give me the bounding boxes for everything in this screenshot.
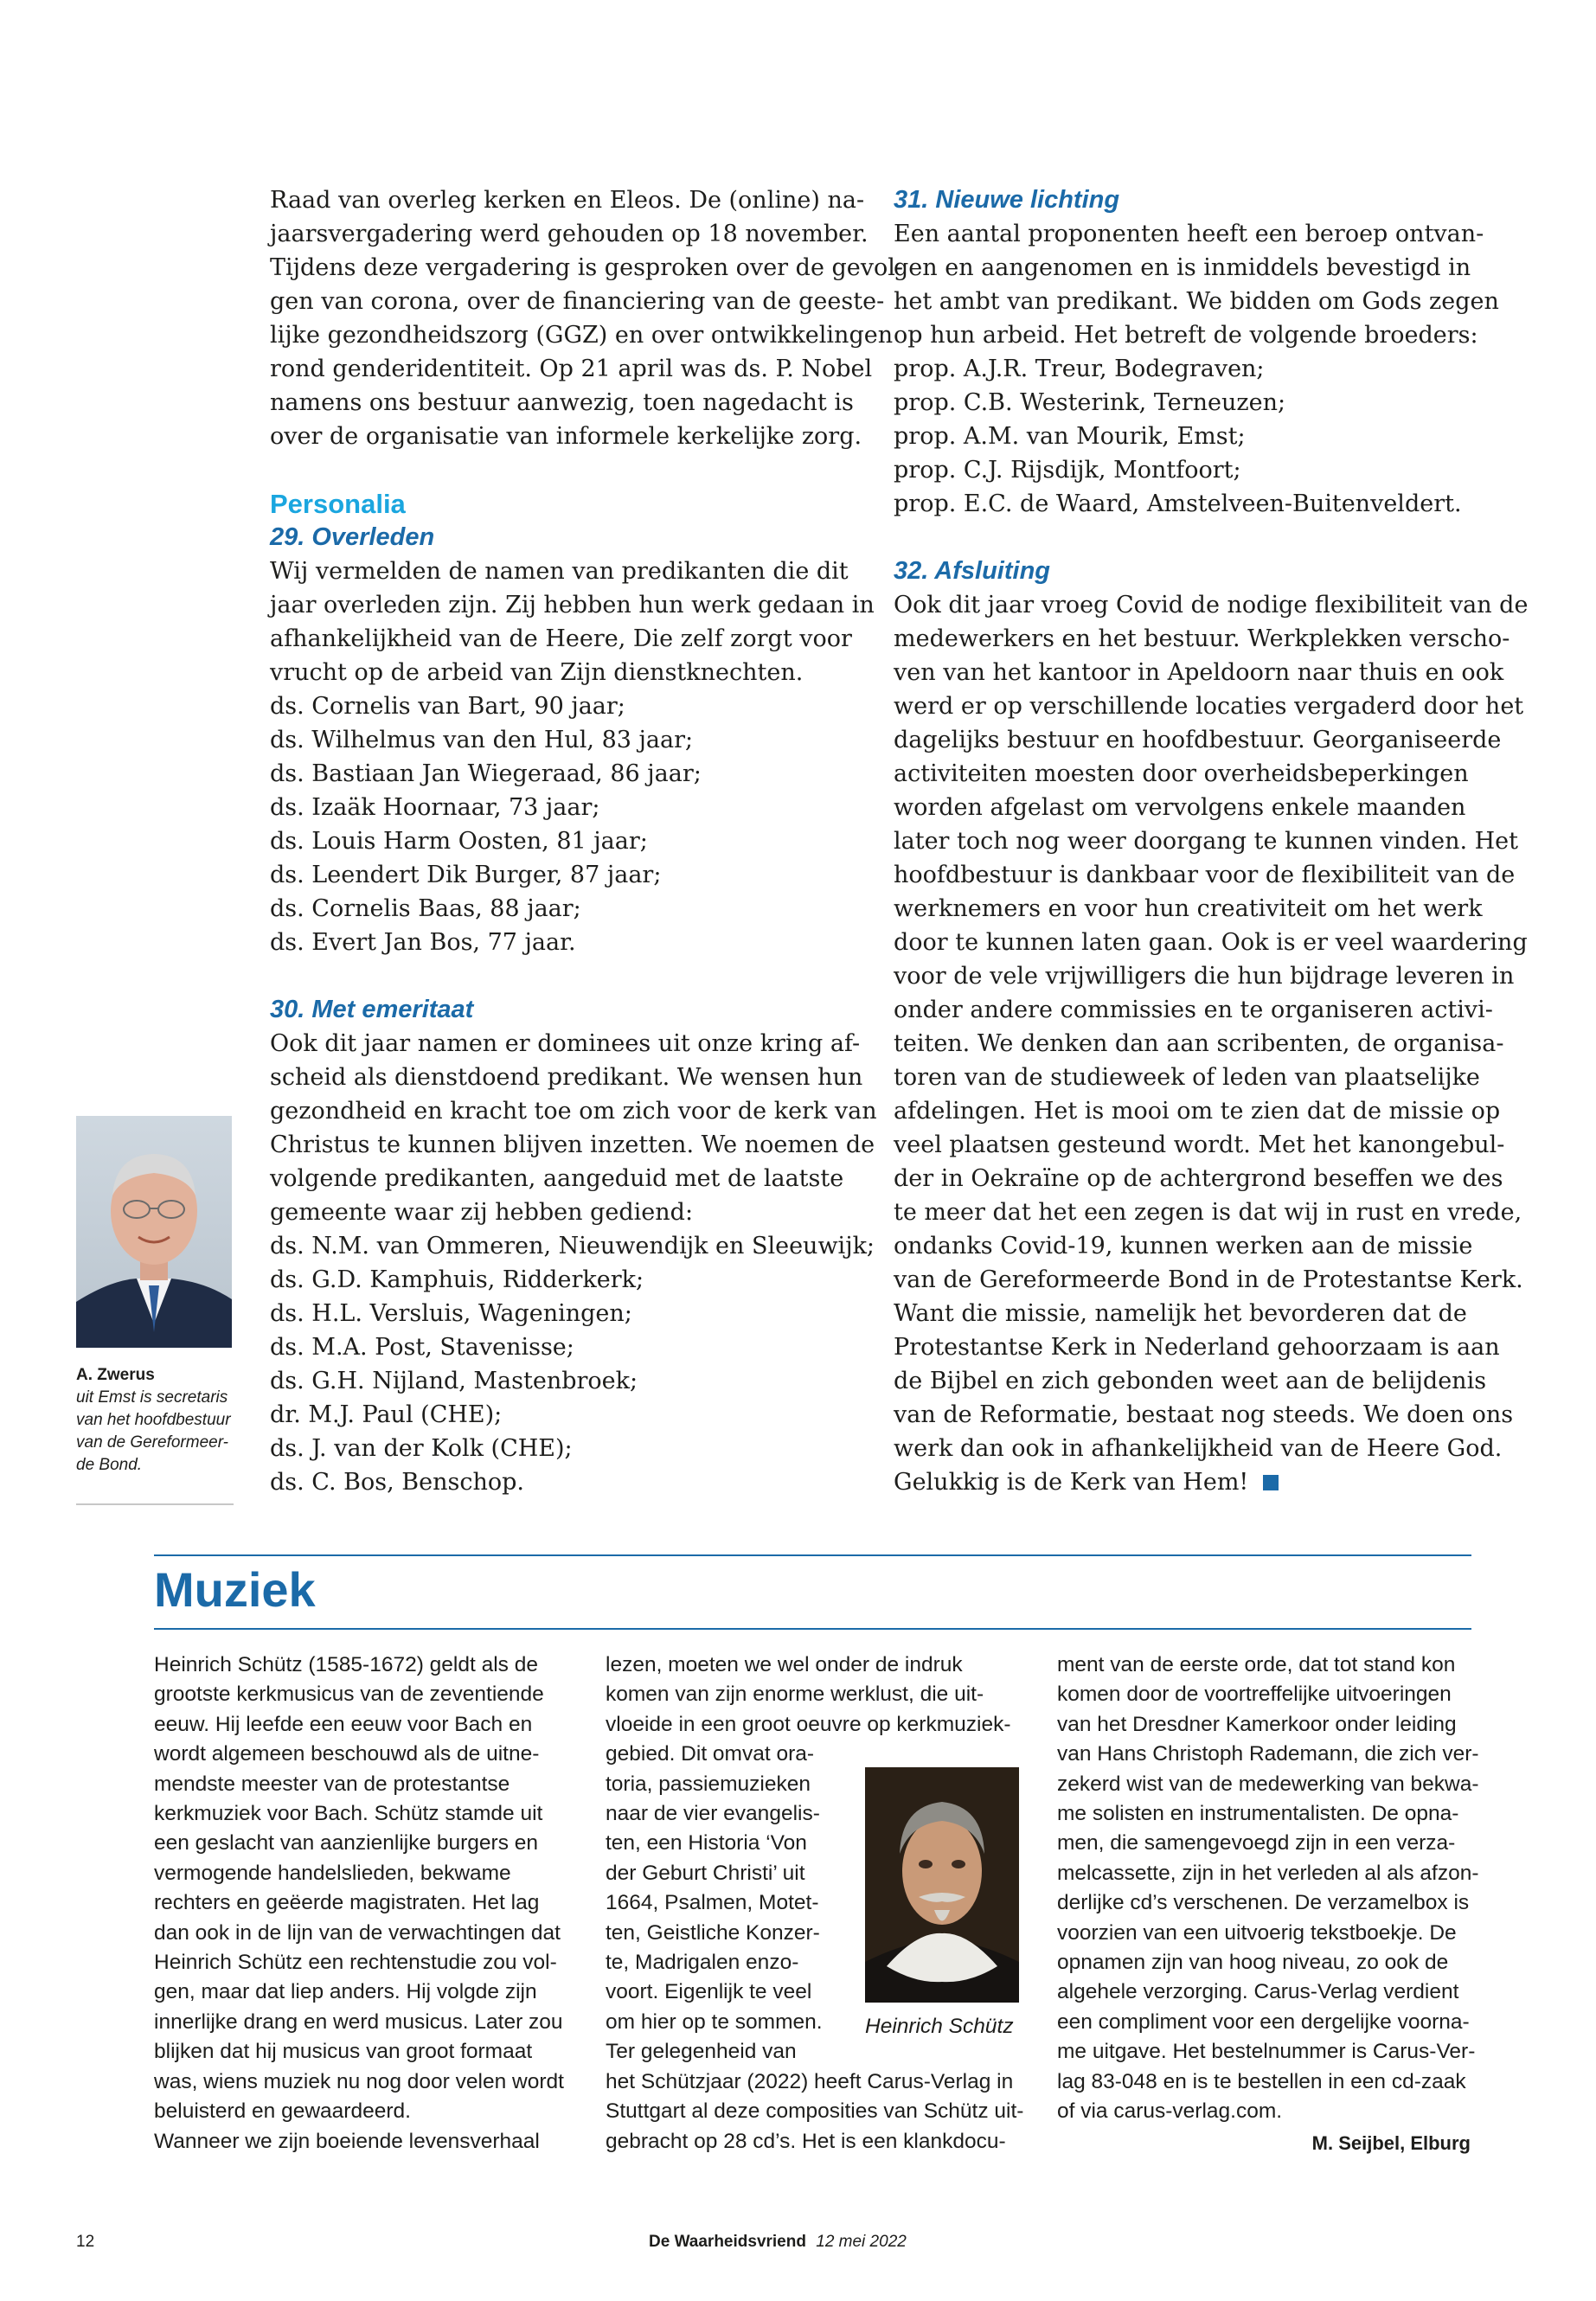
text-line: blijken dat hij musicus van groot formaat: [154, 2040, 533, 2064]
text-line: vermogende handelslieden, bekwame: [154, 1861, 511, 1885]
text-line: Ter gelegenheid van: [606, 2040, 797, 2064]
text-line: der in Oekraïne op de achtergrond beseffen we des: [894, 1165, 1503, 1192]
text-line: op hun arbeid. Het betreft de volgende broeders:: [894, 322, 1478, 349]
text-line: gebracht op 28 cd’s. Het is een klankdocu-: [606, 2129, 1006, 2153]
text-line: of via carus-verlag.com.: [1057, 2099, 1283, 2124]
text-line: grootste kerkmusicus van de zeventiende: [154, 1682, 544, 1707]
text-line: de Bijbel en zich gebonden weet aan de belijdenis: [894, 1368, 1487, 1394]
text-line: eeuw. Hij leefde een eeuw voor Bach en: [154, 1712, 533, 1736]
text-line: ven van het kantoor in Apeldoorn naar thuis en ook: [894, 659, 1504, 686]
text-line: ds. J. van der Kolk (CHE);: [270, 1435, 573, 1462]
section-32-body: [894, 588, 1529, 1465]
text-line: te, Madrigalen enzo-: [606, 1951, 799, 1975]
text-line: prop. E.C. de Waard, Amstelveen-Buitenveldert.: [894, 490, 1462, 517]
author-caption: [76, 1364, 240, 1477]
text-line: gen, maar dat liep anders. Hij volgde zijn: [154, 1980, 537, 2004]
text-line: later toch nog weer doorgang te kunnen vinden. Het: [894, 828, 1519, 855]
text-line: was, wiens muziek nu nog door velen wordt: [154, 2069, 564, 2093]
section-30-heading: 30. Met emeritaat: [270, 996, 474, 1023]
caption-desc-2: van het hoofdbestuur: [76, 1411, 231, 1429]
text-line: derlijke cd’s verschenen. De verzamelbox is: [1057, 1891, 1470, 1915]
text-line: voort. Eigenlijk te veel: [606, 1980, 812, 2004]
text-line: Christus te kunnen blijven inzetten. We noemen de: [270, 1131, 875, 1158]
text-line: van de Gereformeerde Bond in de Protestantse Kerk.: [894, 1266, 1523, 1293]
text-line: scheid als dienstdoend predikant. We wensen hun: [270, 1064, 863, 1091]
text-line: ds. Bastiaan Jan Wiegeraad, 86 jaar;: [270, 760, 702, 787]
text-line: werknemers en voor hun creativiteit om het werk: [894, 895, 1483, 922]
text-line: ds. N.M. van Ommeren, Nieuwendijk en Sleeuwijk;: [270, 1233, 875, 1259]
text-line: afdelingen. Het is mooi om te zien dat de missie op: [894, 1098, 1501, 1125]
muziek-bottom-rule: [154, 1628, 1471, 1630]
muziek-title: Muziek: [154, 1562, 316, 1617]
text-line: te meer dat het een zegen is dat wij in rust en vrede,: [894, 1199, 1522, 1226]
text-line: ment van de eerste orde, dat tot stand kon: [1057, 1653, 1456, 1676]
text-line: Heinrich Schütz een rechtenstudie zou vol-: [154, 1951, 557, 1975]
text-line: over de organisatie van informele kerkelijke zorg.: [270, 423, 862, 450]
text-line: Want die missie, namelijk het bevorderen dat de: [894, 1300, 1467, 1327]
text-line: van Hans Christoph Rademann, die zich ver-: [1057, 1742, 1479, 1766]
text-line: Stuttgart al deze composities van Schütz uit-: [606, 2099, 1024, 2124]
text-line: vrucht op de arbeid van Zijn dienstknechten.: [270, 659, 804, 686]
text-line: activiteiten moesten door overheidsbeperkingen: [894, 760, 1469, 787]
text-line: prop. A.M. van Mourik, Emst;: [894, 423, 1246, 450]
text-line: werd er op verschillende locaties vergaderd door het: [894, 693, 1524, 720]
section-29-heading: 29. Overleden: [270, 523, 435, 551]
text-line: Wanneer we zijn boeiende levensverhaal: [154, 2129, 540, 2153]
text-line: me uitgave. Het bestelnummer is Carus-Ver-: [1057, 2040, 1476, 2064]
text-line: ds. H.L. Versluis, Wageningen;: [270, 1300, 632, 1327]
text-line: ten, een Historia ‘Von: [606, 1831, 807, 1856]
text-line: beluisterd en gewaardeerd.: [154, 2099, 411, 2124]
text-line: het Schützjaar (2022) heeft Carus-Verlag in: [606, 2069, 1014, 2093]
text-line: ds. Evert Jan Bos, 77 jaar.: [270, 929, 576, 956]
text-line: komen van zijn enorme werklust, die uit-: [606, 1682, 984, 1707]
text-line: Heinrich Schütz (1585-1672) geldt als de: [154, 1653, 538, 1676]
text-line: rechters en geëerde magistraten. Het lag: [154, 1891, 540, 1915]
publication-date: 12 mei 2022: [816, 2233, 907, 2251]
text-line: wordt algemeen beschouwd als de uitne-: [154, 1742, 540, 1766]
section-32-last-line: [894, 1465, 1516, 1499]
muziek-author: M. Seijbel, Elburg: [1311, 2132, 1471, 2154]
text-line: zekerd wist van de medewerking van bekwa-: [1057, 1772, 1479, 1796]
text-line: ds. C. Bos, Benschop.: [270, 1469, 524, 1496]
text-line: prop. C.J. Rijsdijk, Montfoort;: [894, 457, 1241, 484]
text-line: naar de vier evangelis-: [606, 1802, 820, 1826]
text-line: opnamen zijn van hoog niveau, zo ook de: [1057, 1951, 1449, 1975]
portrait-man-icon: [76, 1116, 232, 1348]
text-line: gebied. Dit omvat ora-: [606, 1742, 815, 1766]
page-number: 12: [76, 2233, 95, 2251]
intro-paragraph: [270, 183, 904, 453]
text-line: algehele verzorging. Carus-Verlag verdient: [1057, 1980, 1459, 2004]
text-line: prop. C.B. Westerink, Terneuzen;: [894, 389, 1286, 416]
text-line: hoofdbestuur is dankbaar voor de flexibiliteit van de: [894, 862, 1516, 888]
text-line: ds. Louis Harm Oosten, 81 jaar;: [270, 828, 648, 855]
text-line: toren van de studieweek of leden van plaatselijke: [894, 1064, 1480, 1091]
text-line: komen door de voortreffelijke uitvoeringen: [1057, 1682, 1452, 1707]
text-line: Wij vermelden de namen van predikanten die dit: [270, 558, 849, 585]
text-line: vloeide in een groot oeuvre op kerkmuziek-: [606, 1712, 1011, 1736]
text-line: namens ons bestuur aanwezig, toen nagedacht is: [270, 389, 854, 416]
text-line: ds. Izaäk Hoornaar, 73 jaar;: [270, 794, 600, 821]
text-line: van de Reformatie, bestaat nog steeds. We doen ons: [894, 1401, 1514, 1428]
text-line: gen van corona, over de financiering van de geeste-: [270, 288, 885, 315]
text-line: kerkmuziek voor Bach. Schütz stamde uit: [154, 1802, 543, 1826]
portrait-old-man-icon: [865, 1767, 1019, 2003]
text-line: gemeente waar zij hebben gediend:: [270, 1199, 694, 1226]
caption-desc-1: uit Emst is secretaris: [76, 1388, 228, 1407]
text-line: om hier op te sommen.: [606, 2009, 823, 2034]
text-line: afhankelijkheid van de Heere, Die zelf zorgt voor: [270, 625, 852, 652]
text-line: toria, passiemuzieken: [606, 1772, 811, 1796]
text-line: Een aantal proponenten heeft een beroep ontvan-: [894, 221, 1484, 247]
section-31-heading: 31. Nieuwe lichting: [894, 186, 1120, 214]
text-line: voorzien van een uitvoerig tekstboekje. De: [1057, 1920, 1457, 1945]
text-line: ds. Cornelis van Bart, 90 jaar;: [270, 693, 625, 720]
caption-desc-4: de Bond.: [76, 1456, 143, 1474]
text-line: ds. G.H. Nijland, Mastenbroek;: [270, 1368, 638, 1394]
caption-desc-3: van de Gereformeer-: [76, 1433, 229, 1452]
column-right: [894, 183, 1529, 1499]
text-line: Ook dit jaar namen er dominees uit onze kring af-: [270, 1030, 861, 1057]
text-line: Ook dit jaar vroeg Covid de nodige flexibiliteit van de: [894, 592, 1529, 619]
text-line: werk dan ook in afhankelijkheid van de Heere God.: [894, 1435, 1503, 1462]
text-line: lag 83-048 en is te bestellen in een cd-zaak: [1057, 2069, 1466, 2093]
closing-sentence: Gelukkig is de Kerk van Hem!: [894, 1469, 1249, 1496]
text-line: dagelijks bestuur en hoofdbestuur. Georganiseerde: [894, 727, 1502, 753]
personalia-heading: Personalia: [270, 489, 406, 519]
text-line: ondanks Covid-19, kunnen werken aan de missie: [894, 1233, 1473, 1259]
text-line: Protestantse Kerk in Nederland gehoorzaam is aan: [894, 1334, 1500, 1361]
text-line: der Geburt Christi’ uit: [606, 1861, 805, 1885]
text-line: gen en aangenomen en is inmiddels bevestigd in: [894, 254, 1471, 281]
text-line: lijke gezondheidszorg (GGZ) en over ontwikkelingen: [270, 322, 894, 349]
text-line: worden afgelast om vervolgens enkele maanden: [894, 794, 1466, 821]
end-square-icon: [1263, 1475, 1279, 1490]
text-line: het ambt van predikant. We bidden om Gods zegen: [894, 288, 1499, 315]
author-photo: [76, 1116, 232, 1348]
text-line: dan ook in de lijn van de verwachtingen dat: [154, 1920, 561, 1945]
muziek-column-3: [1057, 1650, 1479, 2127]
text-line: gezondheid en kracht toe om zich voor de kerk van: [270, 1098, 877, 1125]
text-line: Raad van overleg kerken en Eleos. De (online) na-: [270, 187, 865, 214]
text-line: prop. A.J.R. Treur, Bodegraven;: [894, 356, 1265, 382]
text-line: een compliment voor een dergelijke voorna-: [1057, 2009, 1470, 2034]
text-line: 1664, Psalmen, Motet-: [606, 1891, 819, 1915]
text-line: jaarsvergadering werd gehouden op 18 november.: [270, 221, 869, 247]
text-line: ten, Geistliche Konzer-: [606, 1920, 820, 1945]
text-line: een geslacht van aanzienlijke burgers en: [154, 1831, 539, 1856]
text-line: jaar overleden zijn. Zij hebben hun werk gedaan in: [270, 592, 875, 619]
footer-publication: [649, 2232, 907, 2253]
text-line: ds. M.A. Post, Stavenisse;: [270, 1334, 574, 1361]
text-line: ds. Wilhelmus van den Hul, 83 jaar;: [270, 727, 694, 753]
schutz-portrait: [865, 1767, 1019, 2003]
text-line: me solisten en instrumentalisten. De opna-: [1057, 1802, 1459, 1826]
publication-name: De Waarheidsvriend: [649, 2233, 806, 2251]
caption-divider: [76, 1503, 234, 1505]
text-line: medewerkers en het bestuur. Werkplekken verscho-: [894, 625, 1510, 652]
text-line: mendste meester van de protestantse: [154, 1772, 510, 1796]
text-line: innerlijke drang en werd musicus. Later zou: [154, 2009, 563, 2034]
section-30-body: [270, 1027, 877, 1499]
text-line: onder andere commissies en te organiseren activi-: [894, 997, 1493, 1023]
text-line: rond genderidentiteit. Op 21 april was ds. P. Nobel: [270, 356, 873, 382]
text-line: ds. G.D. Kamphuis, Ridderkerk;: [270, 1266, 644, 1293]
schutz-caption: Heinrich Schütz: [865, 2015, 1014, 2038]
text-line: teiten. We denken dan aan scribenten, de organisa-: [894, 1030, 1504, 1057]
section-32-heading: 32. Afsluiting: [894, 557, 1050, 585]
text-line: men, die samengevoegd zijn in een verza-: [1057, 1831, 1456, 1856]
section-31-body: [894, 217, 1516, 521]
text-line: dr. M.J. Paul (CHE);: [270, 1401, 503, 1428]
section-29-body: [270, 554, 875, 959]
text-line: melcassette, zijn in het verleden al als afzon-: [1057, 1861, 1479, 1885]
muziek-column-1: [154, 1650, 586, 2157]
text-line: door te kunnen laten gaan. Ook is er veel waardering: [894, 929, 1528, 956]
text-line: voor de vele vrijwilligers die hun bijdrage leveren in: [894, 963, 1515, 990]
column-left: [270, 183, 904, 1499]
text-line: Tijdens deze vergadering is gesproken over de gevol-: [270, 254, 904, 281]
text-line: volgende predikanten, aangeduid met de laatste: [270, 1165, 844, 1192]
caption-name: A. Zwerus: [76, 1366, 155, 1384]
text-line: van het Dresdner Kamerkoor onder leiding: [1057, 1712, 1457, 1736]
text-line: ds. Leendert Dik Burger, 87 jaar;: [270, 862, 662, 888]
text-line: lezen, moeten we wel onder de indruk: [606, 1653, 963, 1676]
muziek-top-rule: [154, 1554, 1471, 1556]
text-line: ds. Cornelis Baas, 88 jaar;: [270, 895, 581, 922]
text-line: veel plaatsen gesteund wordt. Met het kanongebul-: [894, 1131, 1505, 1158]
